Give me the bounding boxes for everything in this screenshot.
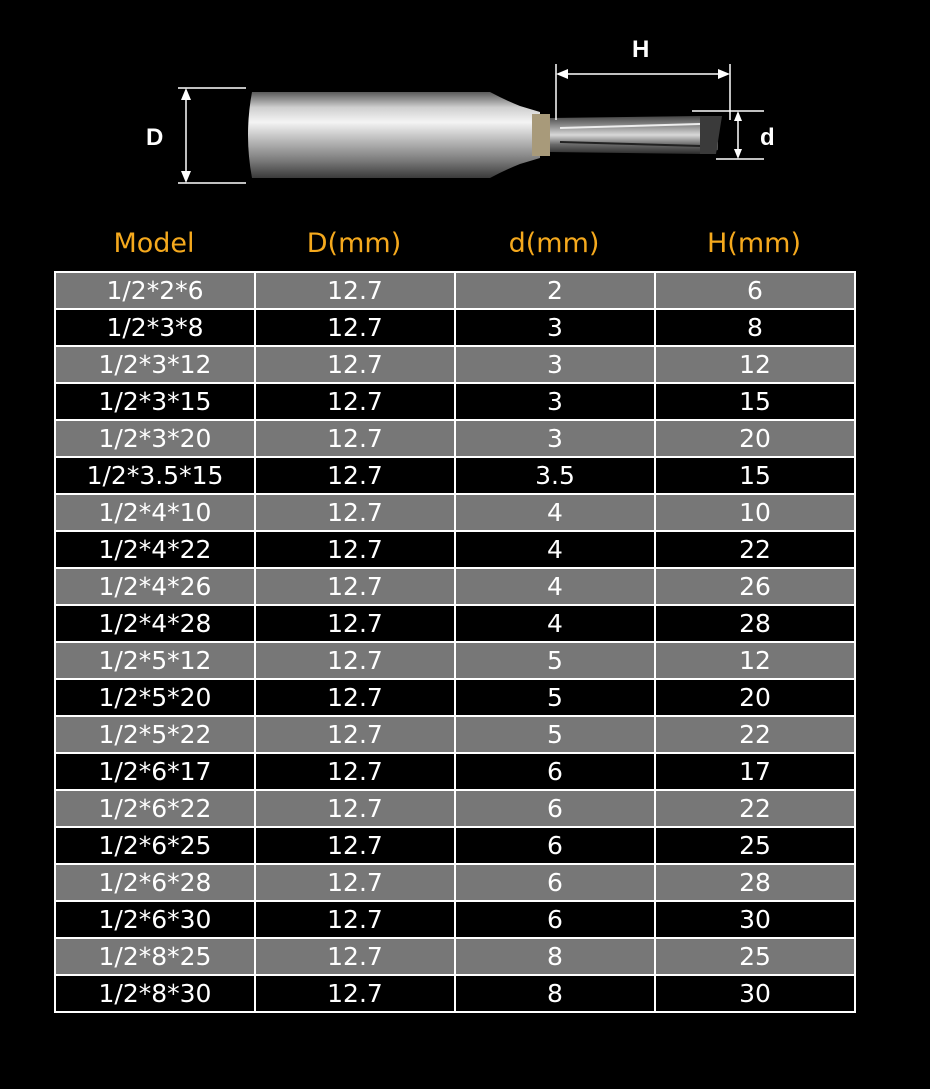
cell-d: 4 bbox=[455, 568, 655, 605]
header-H-mm: H(mm) bbox=[707, 228, 801, 259]
cell-d: 6 bbox=[455, 753, 655, 790]
cell-H: 15 bbox=[655, 457, 855, 494]
cell-d: 6 bbox=[455, 901, 655, 938]
cell-d: 8 bbox=[455, 975, 655, 1012]
cell-model: 1/2*6*17 bbox=[55, 753, 255, 790]
router-bit-illustration bbox=[0, 0, 930, 230]
header-model: Model bbox=[113, 228, 195, 259]
table-row bbox=[55, 679, 855, 716]
table-row bbox=[55, 975, 855, 1012]
table-row bbox=[55, 605, 855, 642]
cell-H: 26 bbox=[655, 568, 855, 605]
cell-D: 12.7 bbox=[255, 272, 455, 309]
table-row bbox=[55, 420, 855, 457]
cell-H: 25 bbox=[655, 827, 855, 864]
table-row bbox=[55, 568, 855, 605]
cutter bbox=[550, 116, 718, 154]
cell-H: 30 bbox=[655, 975, 855, 1012]
cell-D: 12.7 bbox=[255, 605, 455, 642]
router-bit-diagram bbox=[0, 0, 930, 230]
cell-model: 1/2*4*10 bbox=[55, 494, 255, 531]
cell-D: 12.7 bbox=[255, 420, 455, 457]
table-row bbox=[55, 827, 855, 864]
table-row bbox=[55, 790, 855, 827]
cell-model: 1/2*3*12 bbox=[55, 346, 255, 383]
cell-d: 3 bbox=[455, 383, 655, 420]
cell-H: 22 bbox=[655, 790, 855, 827]
table-row bbox=[55, 272, 855, 309]
cell-H: 12 bbox=[655, 346, 855, 383]
table-header-row bbox=[54, 228, 854, 270]
cell-model: 1/2*6*30 bbox=[55, 901, 255, 938]
cell-d: 6 bbox=[455, 864, 655, 901]
cell-d: 6 bbox=[455, 827, 655, 864]
table-row bbox=[55, 383, 855, 420]
cell-D: 12.7 bbox=[255, 383, 455, 420]
table-row bbox=[55, 716, 855, 753]
cell-model: 1/2*3.5*15 bbox=[55, 457, 255, 494]
cell-model: 1/2*5*20 bbox=[55, 679, 255, 716]
header-d-mm: d(mm) bbox=[508, 228, 600, 259]
cell-D: 12.7 bbox=[255, 679, 455, 716]
cell-d: 3.5 bbox=[455, 457, 655, 494]
dimension-label-D: D bbox=[146, 124, 164, 151]
cell-D: 12.7 bbox=[255, 716, 455, 753]
cell-model: 1/2*3*8 bbox=[55, 309, 255, 346]
cell-D: 12.7 bbox=[255, 753, 455, 790]
cell-H: 22 bbox=[655, 531, 855, 568]
cell-model: 1/2*4*22 bbox=[55, 531, 255, 568]
cell-model: 1/2*3*15 bbox=[55, 383, 255, 420]
cell-H: 12 bbox=[655, 642, 855, 679]
cell-H: 6 bbox=[655, 272, 855, 309]
cell-d: 5 bbox=[455, 679, 655, 716]
cell-d: 8 bbox=[455, 938, 655, 975]
cell-D: 12.7 bbox=[255, 642, 455, 679]
cell-H: 15 bbox=[655, 383, 855, 420]
cell-H: 25 bbox=[655, 938, 855, 975]
cell-D: 12.7 bbox=[255, 531, 455, 568]
cell-H: 28 bbox=[655, 864, 855, 901]
spec-table bbox=[54, 271, 856, 1013]
cell-model: 1/2*5*22 bbox=[55, 716, 255, 753]
cell-D: 12.7 bbox=[255, 827, 455, 864]
table-row bbox=[55, 494, 855, 531]
cell-H: 20 bbox=[655, 679, 855, 716]
cell-H: 10 bbox=[655, 494, 855, 531]
cell-d: 5 bbox=[455, 716, 655, 753]
cell-model: 1/2*3*20 bbox=[55, 420, 255, 457]
cell-model: 1/2*6*25 bbox=[55, 827, 255, 864]
table-row bbox=[55, 864, 855, 901]
table-row bbox=[55, 938, 855, 975]
cell-D: 12.7 bbox=[255, 494, 455, 531]
cell-D: 12.7 bbox=[255, 346, 455, 383]
cell-H: 22 bbox=[655, 716, 855, 753]
cell-D: 12.7 bbox=[255, 309, 455, 346]
cell-model: 1/2*5*12 bbox=[55, 642, 255, 679]
table-row bbox=[55, 642, 855, 679]
cell-model: 1/2*8*30 bbox=[55, 975, 255, 1012]
table-row bbox=[55, 531, 855, 568]
table-row bbox=[55, 346, 855, 383]
cell-d: 3 bbox=[455, 309, 655, 346]
cell-D: 12.7 bbox=[255, 975, 455, 1012]
cell-H: 20 bbox=[655, 420, 855, 457]
dimension-label-d: d bbox=[760, 124, 775, 151]
table-row bbox=[55, 753, 855, 790]
cell-model: 1/2*6*28 bbox=[55, 864, 255, 901]
cell-model: 1/2*8*25 bbox=[55, 938, 255, 975]
cell-D: 12.7 bbox=[255, 864, 455, 901]
cell-d: 4 bbox=[455, 531, 655, 568]
dimension-label-H: H bbox=[632, 36, 650, 63]
cell-D: 12.7 bbox=[255, 457, 455, 494]
cell-model: 1/2*6*22 bbox=[55, 790, 255, 827]
table-row bbox=[55, 457, 855, 494]
shank bbox=[248, 92, 490, 178]
cell-model: 1/2*4*26 bbox=[55, 568, 255, 605]
cell-D: 12.7 bbox=[255, 790, 455, 827]
table-row bbox=[55, 901, 855, 938]
table-row bbox=[55, 309, 855, 346]
cell-D: 12.7 bbox=[255, 568, 455, 605]
cell-d: 4 bbox=[455, 494, 655, 531]
cell-d: 3 bbox=[455, 346, 655, 383]
header-D-mm: D(mm) bbox=[306, 228, 402, 259]
cell-H: 30 bbox=[655, 901, 855, 938]
cell-D: 12.7 bbox=[255, 901, 455, 938]
cell-model: 1/2*2*6 bbox=[55, 272, 255, 309]
cell-D: 12.7 bbox=[255, 938, 455, 975]
cell-d: 2 bbox=[455, 272, 655, 309]
cell-d: 3 bbox=[455, 420, 655, 457]
cell-d: 4 bbox=[455, 605, 655, 642]
cell-H: 28 bbox=[655, 605, 855, 642]
cell-model: 1/2*4*28 bbox=[55, 605, 255, 642]
cell-H: 17 bbox=[655, 753, 855, 790]
cell-d: 5 bbox=[455, 642, 655, 679]
cell-H: 8 bbox=[655, 309, 855, 346]
cell-d: 6 bbox=[455, 790, 655, 827]
